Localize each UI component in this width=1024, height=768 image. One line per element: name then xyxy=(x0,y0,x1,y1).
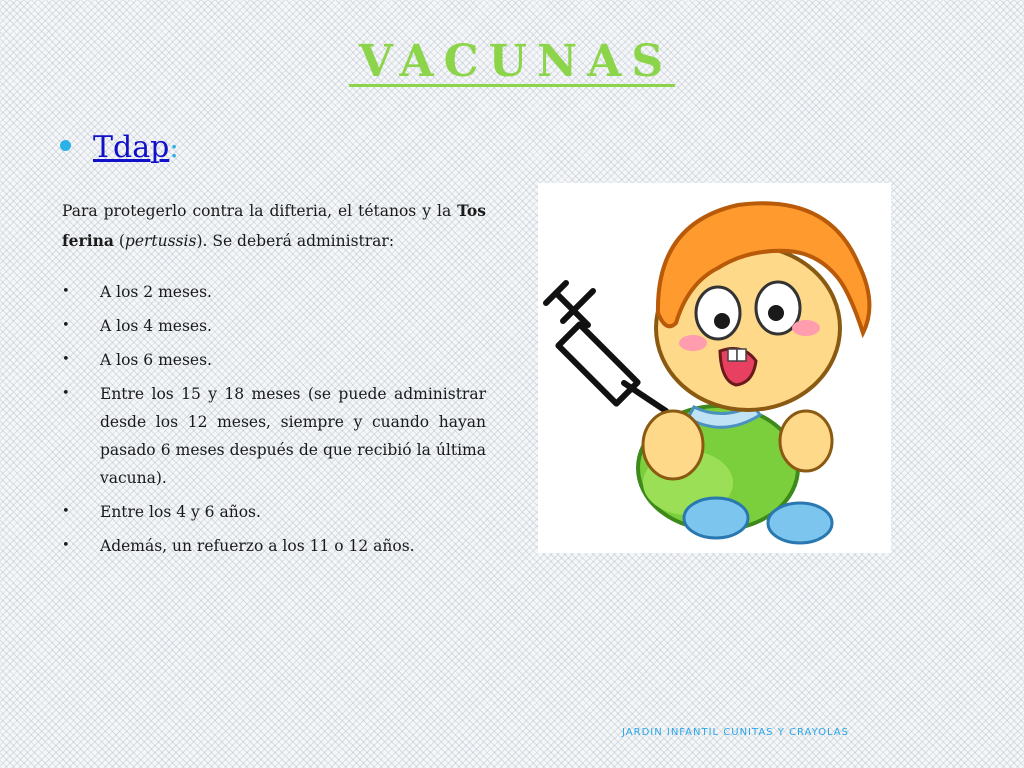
list-bullet: • xyxy=(62,504,70,519)
list-item xyxy=(62,498,486,526)
list-item xyxy=(62,380,486,492)
intro-paragraph xyxy=(62,196,486,256)
tdap-link[interactable]: Tdap xyxy=(93,130,170,165)
list-bullet: • xyxy=(62,352,70,367)
dose-list xyxy=(62,278,486,566)
baby-with-syringe-icon xyxy=(538,183,891,553)
list-bullet: • xyxy=(62,538,70,553)
list-bullet: • xyxy=(62,318,70,333)
heading-colon: : xyxy=(169,131,179,164)
baby-vaccine-illustration xyxy=(538,183,891,553)
list-item xyxy=(62,312,486,340)
intro-italic-term: pertussis xyxy=(124,231,197,250)
list-item xyxy=(62,532,486,560)
intro-bold-term: Tos ferina xyxy=(62,200,486,250)
list-item xyxy=(62,278,486,306)
intro-text-3: ). Se deberá administrar: xyxy=(196,231,395,250)
section-heading xyxy=(60,128,179,168)
list-bullet: • xyxy=(62,386,70,401)
bullet-icon xyxy=(60,140,71,151)
list-item-text: A los 4 meses. xyxy=(100,317,212,335)
footer-credit: JARDIN INFANTIL CUNITAS Y CRAYOLAS xyxy=(622,727,849,738)
list-item-text: A los 6 meses. xyxy=(100,351,212,369)
list-item xyxy=(62,346,486,374)
list-bullet: • xyxy=(62,284,70,299)
list-item-text: Entre los 4 y 6 años. xyxy=(100,503,261,521)
title-area xyxy=(0,36,1024,87)
list-item-text: A los 2 meses. xyxy=(100,283,212,301)
list-item-text: Además, un refuerzo a los 11 o 12 años. xyxy=(100,537,415,555)
intro-text-2: ( xyxy=(113,231,125,250)
syringe-icon xyxy=(546,283,666,411)
list-item-text: Entre los 15 y 18 meses (se puede administrar desde los 12 meses, siempre y cuando hayan pasado 6 meses después de que recibió la última vacuna). xyxy=(100,385,486,487)
intro-text-1: Para protegerlo contra la difteria, el tétanos y la xyxy=(62,201,458,220)
page-title: VACUNAS xyxy=(349,40,675,87)
